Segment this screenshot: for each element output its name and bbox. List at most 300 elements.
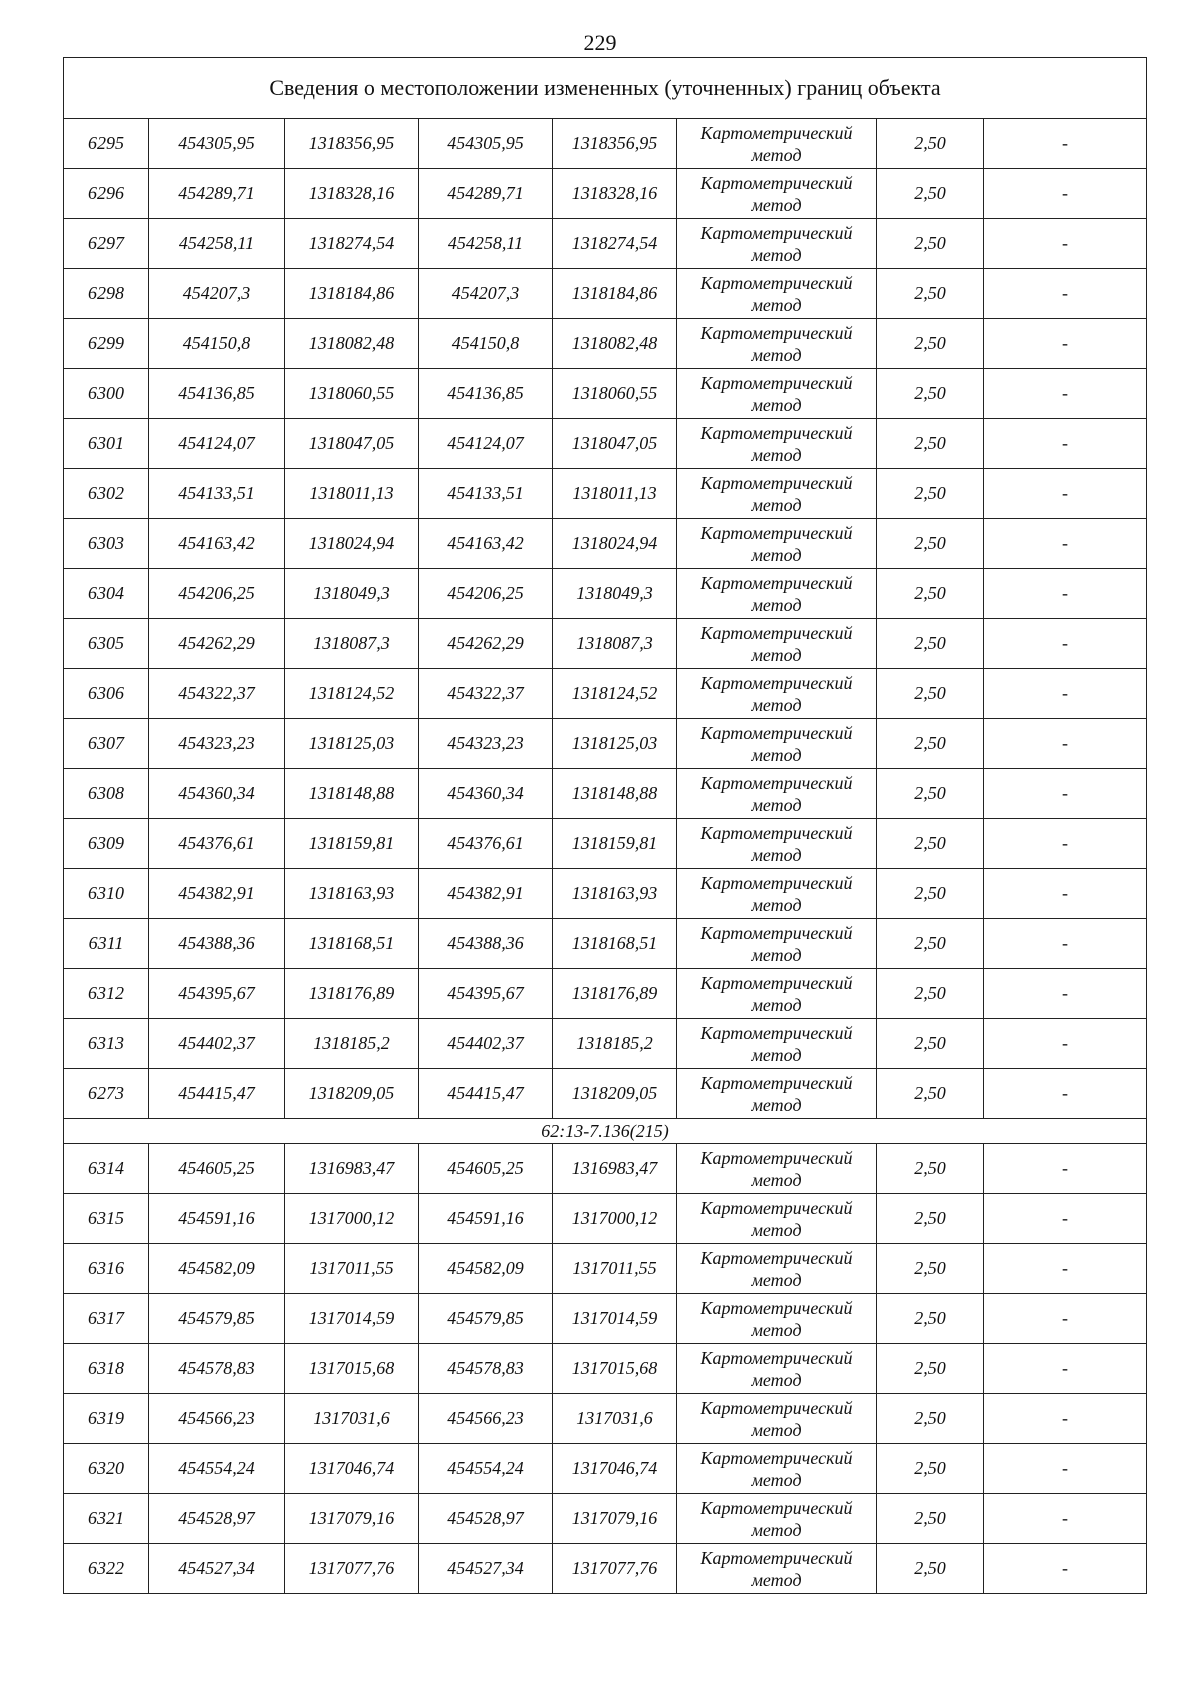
table-title: Сведения о местоположении измененных (уточненных) границ объекта [64,58,1147,119]
table-row [64,1294,1147,1344]
note-cell: - [984,1444,1147,1494]
existing-y-cell: 1317000,12 [285,1194,419,1244]
point-number-cell: 6300 [64,369,149,419]
accuracy-cell: 2,50 [877,969,984,1019]
refined-x-cell: 454360,34 [419,769,553,819]
refined-x-cell: 454323,23 [419,719,553,769]
point-number-cell: 6299 [64,319,149,369]
refined-y-cell: 1318163,93 [553,869,677,919]
table-row [64,1144,1147,1194]
table-row [64,619,1147,669]
method-line-1: Картометрический [700,522,853,543]
refined-y-cell: 1318184,86 [553,269,677,319]
point-number-cell: 6303 [64,519,149,569]
existing-x-cell: 454322,37 [149,669,285,719]
existing-x-cell: 454591,16 [149,1194,285,1244]
refined-y-cell: 1318124,52 [553,669,677,719]
method-line-1: Картометрический [700,1297,853,1318]
note-cell: - [984,1244,1147,1294]
method-line-2: метод [751,344,802,365]
accuracy-cell: 2,50 [877,919,984,969]
method-line-1: Картометрический [700,872,853,893]
point-number-cell: 6311 [64,919,149,969]
existing-y-cell: 1318087,3 [285,619,419,669]
accuracy-cell: 2,50 [877,669,984,719]
existing-y-cell: 1317015,68 [285,1344,419,1394]
existing-x-cell: 454136,85 [149,369,285,419]
refined-x-cell: 454591,16 [419,1194,553,1244]
method-line-1: Картометрический [700,822,853,843]
point-number-cell: 6305 [64,619,149,669]
method-cell [677,869,877,919]
point-number-cell: 6297 [64,219,149,269]
existing-y-cell: 1318148,88 [285,769,419,819]
method-line-1: Картометрический [700,1397,853,1418]
method-line-2: метод [751,1319,802,1340]
method-cell [677,319,877,369]
refined-x-cell: 454554,24 [419,1444,553,1494]
existing-y-cell: 1316983,47 [285,1144,419,1194]
point-number-cell: 6301 [64,419,149,469]
existing-x-cell: 454133,51 [149,469,285,519]
accuracy-cell: 2,50 [877,869,984,919]
point-number-cell: 6302 [64,469,149,519]
refined-y-cell: 1318082,48 [553,319,677,369]
method-line-1: Картометрический [700,1347,853,1368]
refined-x-cell: 454582,09 [419,1244,553,1294]
refined-y-cell: 1318049,3 [553,569,677,619]
note-cell: - [984,469,1147,519]
table-row [64,1494,1147,1544]
accuracy-cell: 2,50 [877,1444,984,1494]
existing-x-cell: 454528,97 [149,1494,285,1544]
existing-x-cell: 454554,24 [149,1444,285,1494]
point-number-cell: 6306 [64,669,149,719]
note-cell: - [984,519,1147,569]
existing-y-cell: 1318047,05 [285,419,419,469]
note-cell: - [984,719,1147,769]
refined-y-cell: 1318060,55 [553,369,677,419]
refined-y-cell: 1316983,47 [553,1144,677,1194]
refined-y-cell: 1317031,6 [553,1394,677,1444]
table-row [64,819,1147,869]
accuracy-cell: 2,50 [877,1544,984,1594]
existing-y-cell: 1317014,59 [285,1294,419,1344]
refined-x-cell: 454415,47 [419,1069,553,1119]
method-cell [677,1194,877,1244]
refined-x-cell: 454566,23 [419,1394,553,1444]
method-line-2: метод [751,1469,802,1490]
method-cell [677,1069,877,1119]
refined-x-cell: 454289,71 [419,169,553,219]
table-row [64,269,1147,319]
point-number-cell: 6319 [64,1394,149,1444]
point-number-cell: 6317 [64,1294,149,1344]
method-line-1: Картометрический [700,1147,853,1168]
note-cell: - [984,169,1147,219]
refined-y-cell: 1318185,2 [553,1019,677,1069]
note-cell: - [984,919,1147,969]
refined-x-cell: 454207,3 [419,269,553,319]
note-cell: - [984,769,1147,819]
method-line-1: Картометрический [700,122,853,143]
note-cell: - [984,1019,1147,1069]
existing-x-cell: 454566,23 [149,1394,285,1444]
method-cell [677,1244,877,1294]
existing-x-cell: 454305,95 [149,119,285,169]
note-cell: - [984,419,1147,469]
method-line-2: метод [751,944,802,965]
refined-y-cell: 1318356,95 [553,119,677,169]
boundary-coordinates-table [63,57,1147,1594]
table-row [64,569,1147,619]
existing-x-cell: 454605,25 [149,1144,285,1194]
existing-x-cell: 454206,25 [149,569,285,619]
method-line-2: метод [751,1369,802,1390]
refined-x-cell: 454262,29 [419,619,553,669]
existing-y-cell: 1318049,3 [285,569,419,619]
note-cell: - [984,819,1147,869]
existing-y-cell: 1318011,13 [285,469,419,519]
method-cell [677,519,877,569]
table-row [64,769,1147,819]
refined-y-cell: 1317014,59 [553,1294,677,1344]
note-cell: - [984,619,1147,669]
refined-x-cell: 454578,83 [419,1344,553,1394]
method-line-1: Картометрический [700,372,853,393]
section-header-row [64,1119,1147,1144]
existing-x-cell: 454527,34 [149,1544,285,1594]
method-cell [677,169,877,219]
point-number-cell: 6318 [64,1344,149,1394]
method-line-2: метод [751,294,802,315]
existing-y-cell: 1318060,55 [285,369,419,419]
method-line-1: Картометрический [700,722,853,743]
refined-y-cell: 1318148,88 [553,769,677,819]
accuracy-cell: 2,50 [877,1494,984,1544]
method-line-2: метод [751,1094,802,1115]
method-line-1: Картометрический [700,472,853,493]
refined-y-cell: 1318168,51 [553,919,677,969]
method-line-1: Картометрический [700,622,853,643]
method-cell [677,369,877,419]
point-number-cell: 6309 [64,819,149,869]
note-cell: - [984,1394,1147,1444]
refined-x-cell: 454605,25 [419,1144,553,1194]
table-body [64,58,1147,1594]
method-line-2: метод [751,894,802,915]
existing-y-cell: 1318185,2 [285,1019,419,1069]
point-number-cell: 6296 [64,169,149,219]
accuracy-cell: 2,50 [877,469,984,519]
refined-y-cell: 1318274,54 [553,219,677,269]
table-row [64,919,1147,969]
method-line-2: метод [751,494,802,515]
point-number-cell: 6295 [64,119,149,169]
refined-y-cell: 1318087,3 [553,619,677,669]
method-line-2: метод [751,444,802,465]
point-number-cell: 6298 [64,269,149,319]
method-line-2: метод [751,394,802,415]
refined-y-cell: 1317077,76 [553,1544,677,1594]
table-row [64,1444,1147,1494]
method-line-2: метод [751,1419,802,1440]
method-cell [677,1394,877,1444]
point-number-cell: 6310 [64,869,149,919]
method-line-1: Картометрический [700,572,853,593]
method-cell [677,1144,877,1194]
method-line-2: метод [751,1219,802,1240]
existing-y-cell: 1318168,51 [285,919,419,969]
accuracy-cell: 2,50 [877,169,984,219]
refined-y-cell: 1318328,16 [553,169,677,219]
point-number-cell: 6315 [64,1194,149,1244]
refined-x-cell: 454124,07 [419,419,553,469]
method-line-1: Картометрический [700,1497,853,1518]
table-row [64,469,1147,519]
method-line-2: метод [751,1269,802,1290]
section-cadastral-number: 62:13-7.136(215) [64,1119,1147,1144]
refined-x-cell: 454402,37 [419,1019,553,1069]
note-cell: - [984,1144,1147,1194]
note-cell: - [984,1544,1147,1594]
existing-x-cell: 454323,23 [149,719,285,769]
method-line-1: Картометрический [700,322,853,343]
point-number-cell: 6308 [64,769,149,819]
refined-x-cell: 454579,85 [419,1294,553,1344]
method-cell [677,769,877,819]
method-line-2: метод [751,594,802,615]
table-row [64,419,1147,469]
accuracy-cell: 2,50 [877,119,984,169]
note-cell: - [984,219,1147,269]
refined-y-cell: 1318209,05 [553,1069,677,1119]
existing-y-cell: 1318328,16 [285,169,419,219]
table-row [64,519,1147,569]
accuracy-cell: 2,50 [877,619,984,669]
method-line-2: метод [751,644,802,665]
accuracy-cell: 2,50 [877,719,984,769]
existing-y-cell: 1317077,76 [285,1544,419,1594]
method-line-2: метод [751,1569,802,1590]
table-row [64,1544,1147,1594]
accuracy-cell: 2,50 [877,219,984,269]
note-cell: - [984,369,1147,419]
refined-y-cell: 1318176,89 [553,969,677,1019]
existing-x-cell: 454415,47 [149,1069,285,1119]
table-row [64,969,1147,1019]
refined-y-cell: 1318011,13 [553,469,677,519]
existing-x-cell: 454258,11 [149,219,285,269]
note-cell: - [984,569,1147,619]
method-cell [677,469,877,519]
table-row [64,169,1147,219]
refined-y-cell: 1317011,55 [553,1244,677,1294]
table-row [64,669,1147,719]
refined-y-cell: 1317015,68 [553,1344,677,1394]
method-line-2: метод [751,794,802,815]
method-cell [677,719,877,769]
note-cell: - [984,1294,1147,1344]
method-cell [677,919,877,969]
page-number: 229 [583,30,617,55]
existing-y-cell: 1317031,6 [285,1394,419,1444]
refined-x-cell: 454206,25 [419,569,553,619]
table-title-row [64,58,1147,119]
refined-x-cell: 454133,51 [419,469,553,519]
method-line-1: Картометрический [700,1022,853,1043]
method-line-2: метод [751,844,802,865]
existing-y-cell: 1318125,03 [285,719,419,769]
method-cell [677,1344,877,1394]
existing-y-cell: 1318082,48 [285,319,419,369]
method-cell [677,269,877,319]
point-number-cell: 6313 [64,1019,149,1069]
existing-x-cell: 454360,34 [149,769,285,819]
existing-x-cell: 454578,83 [149,1344,285,1394]
point-number-cell: 6312 [64,969,149,1019]
refined-x-cell: 454527,34 [419,1544,553,1594]
refined-y-cell: 1318024,94 [553,519,677,569]
refined-y-cell: 1318047,05 [553,419,677,469]
refined-y-cell: 1317000,12 [553,1194,677,1244]
existing-y-cell: 1318209,05 [285,1069,419,1119]
refined-x-cell: 454258,11 [419,219,553,269]
accuracy-cell: 2,50 [877,1069,984,1119]
existing-x-cell: 454150,8 [149,319,285,369]
accuracy-cell: 2,50 [877,319,984,369]
table-row [64,1394,1147,1444]
method-line-2: метод [751,1519,802,1540]
refined-x-cell: 454528,97 [419,1494,553,1544]
method-line-1: Картометрический [700,172,853,193]
existing-x-cell: 454582,09 [149,1244,285,1294]
accuracy-cell: 2,50 [877,1244,984,1294]
table-row [64,719,1147,769]
note-cell: - [984,969,1147,1019]
table-row [64,1194,1147,1244]
table-row [64,1069,1147,1119]
method-cell [677,969,877,1019]
table-row [64,1344,1147,1394]
note-cell: - [984,319,1147,369]
refined-x-cell: 454305,95 [419,119,553,169]
method-cell [677,619,877,669]
refined-x-cell: 454376,61 [419,819,553,869]
existing-x-cell: 454579,85 [149,1294,285,1344]
method-cell [677,1544,877,1594]
refined-y-cell: 1318159,81 [553,819,677,869]
refined-x-cell: 454163,42 [419,519,553,569]
method-line-1: Картометрический [700,1447,853,1468]
method-line-2: метод [751,244,802,265]
existing-x-cell: 454207,3 [149,269,285,319]
existing-y-cell: 1317046,74 [285,1444,419,1494]
refined-y-cell: 1317079,16 [553,1494,677,1544]
existing-x-cell: 454163,42 [149,519,285,569]
accuracy-cell: 2,50 [877,569,984,619]
table-row [64,119,1147,169]
existing-x-cell: 454382,91 [149,869,285,919]
note-cell: - [984,1069,1147,1119]
method-line-1: Картометрический [700,272,853,293]
point-number-cell: 6304 [64,569,149,619]
method-line-2: метод [751,144,802,165]
refined-x-cell: 454388,36 [419,919,553,969]
method-cell [677,1019,877,1069]
note-cell: - [984,1194,1147,1244]
existing-y-cell: 1318274,54 [285,219,419,269]
accuracy-cell: 2,50 [877,1194,984,1244]
existing-x-cell: 454402,37 [149,1019,285,1069]
note-cell: - [984,1494,1147,1544]
method-line-1: Картометрический [700,772,853,793]
existing-y-cell: 1317011,55 [285,1244,419,1294]
accuracy-cell: 2,50 [877,769,984,819]
refined-x-cell: 454322,37 [419,669,553,719]
point-number-cell: 6320 [64,1444,149,1494]
method-line-1: Картометрический [700,1072,853,1093]
point-number-cell: 6316 [64,1244,149,1294]
method-line-2: метод [751,1044,802,1065]
accuracy-cell: 2,50 [877,1294,984,1344]
refined-x-cell: 454382,91 [419,869,553,919]
method-line-1: Картометрический [700,972,853,993]
accuracy-cell: 2,50 [877,519,984,569]
method-line-1: Картометрический [700,672,853,693]
method-line-1: Картометрический [700,422,853,443]
refined-x-cell: 454395,67 [419,969,553,1019]
existing-y-cell: 1318176,89 [285,969,419,1019]
method-line-2: метод [751,694,802,715]
accuracy-cell: 2,50 [877,1144,984,1194]
refined-y-cell: 1318125,03 [553,719,677,769]
table-row [64,869,1147,919]
table-row [64,1244,1147,1294]
existing-y-cell: 1318356,95 [285,119,419,169]
point-number-cell: 6307 [64,719,149,769]
accuracy-cell: 2,50 [877,1019,984,1069]
note-cell: - [984,119,1147,169]
table-row [64,319,1147,369]
method-line-1: Картометрический [700,222,853,243]
table-row [64,219,1147,269]
existing-y-cell: 1318124,52 [285,669,419,719]
table-row [64,369,1147,419]
accuracy-cell: 2,50 [877,419,984,469]
note-cell: - [984,669,1147,719]
method-cell [677,219,877,269]
method-cell [677,1494,877,1544]
note-cell: - [984,869,1147,919]
existing-y-cell: 1318184,86 [285,269,419,319]
existing-y-cell: 1318159,81 [285,819,419,869]
method-line-1: Картометрический [700,1547,853,1568]
accuracy-cell: 2,50 [877,819,984,869]
method-cell [677,1294,877,1344]
method-line-2: метод [751,544,802,565]
refined-x-cell: 454150,8 [419,319,553,369]
existing-x-cell: 454388,36 [149,919,285,969]
accuracy-cell: 2,50 [877,369,984,419]
method-cell [677,119,877,169]
point-number-cell: 6314 [64,1144,149,1194]
existing-x-cell: 454289,71 [149,169,285,219]
refined-x-cell: 454136,85 [419,369,553,419]
refined-y-cell: 1317046,74 [553,1444,677,1494]
method-line-2: метод [751,744,802,765]
method-cell [677,1444,877,1494]
